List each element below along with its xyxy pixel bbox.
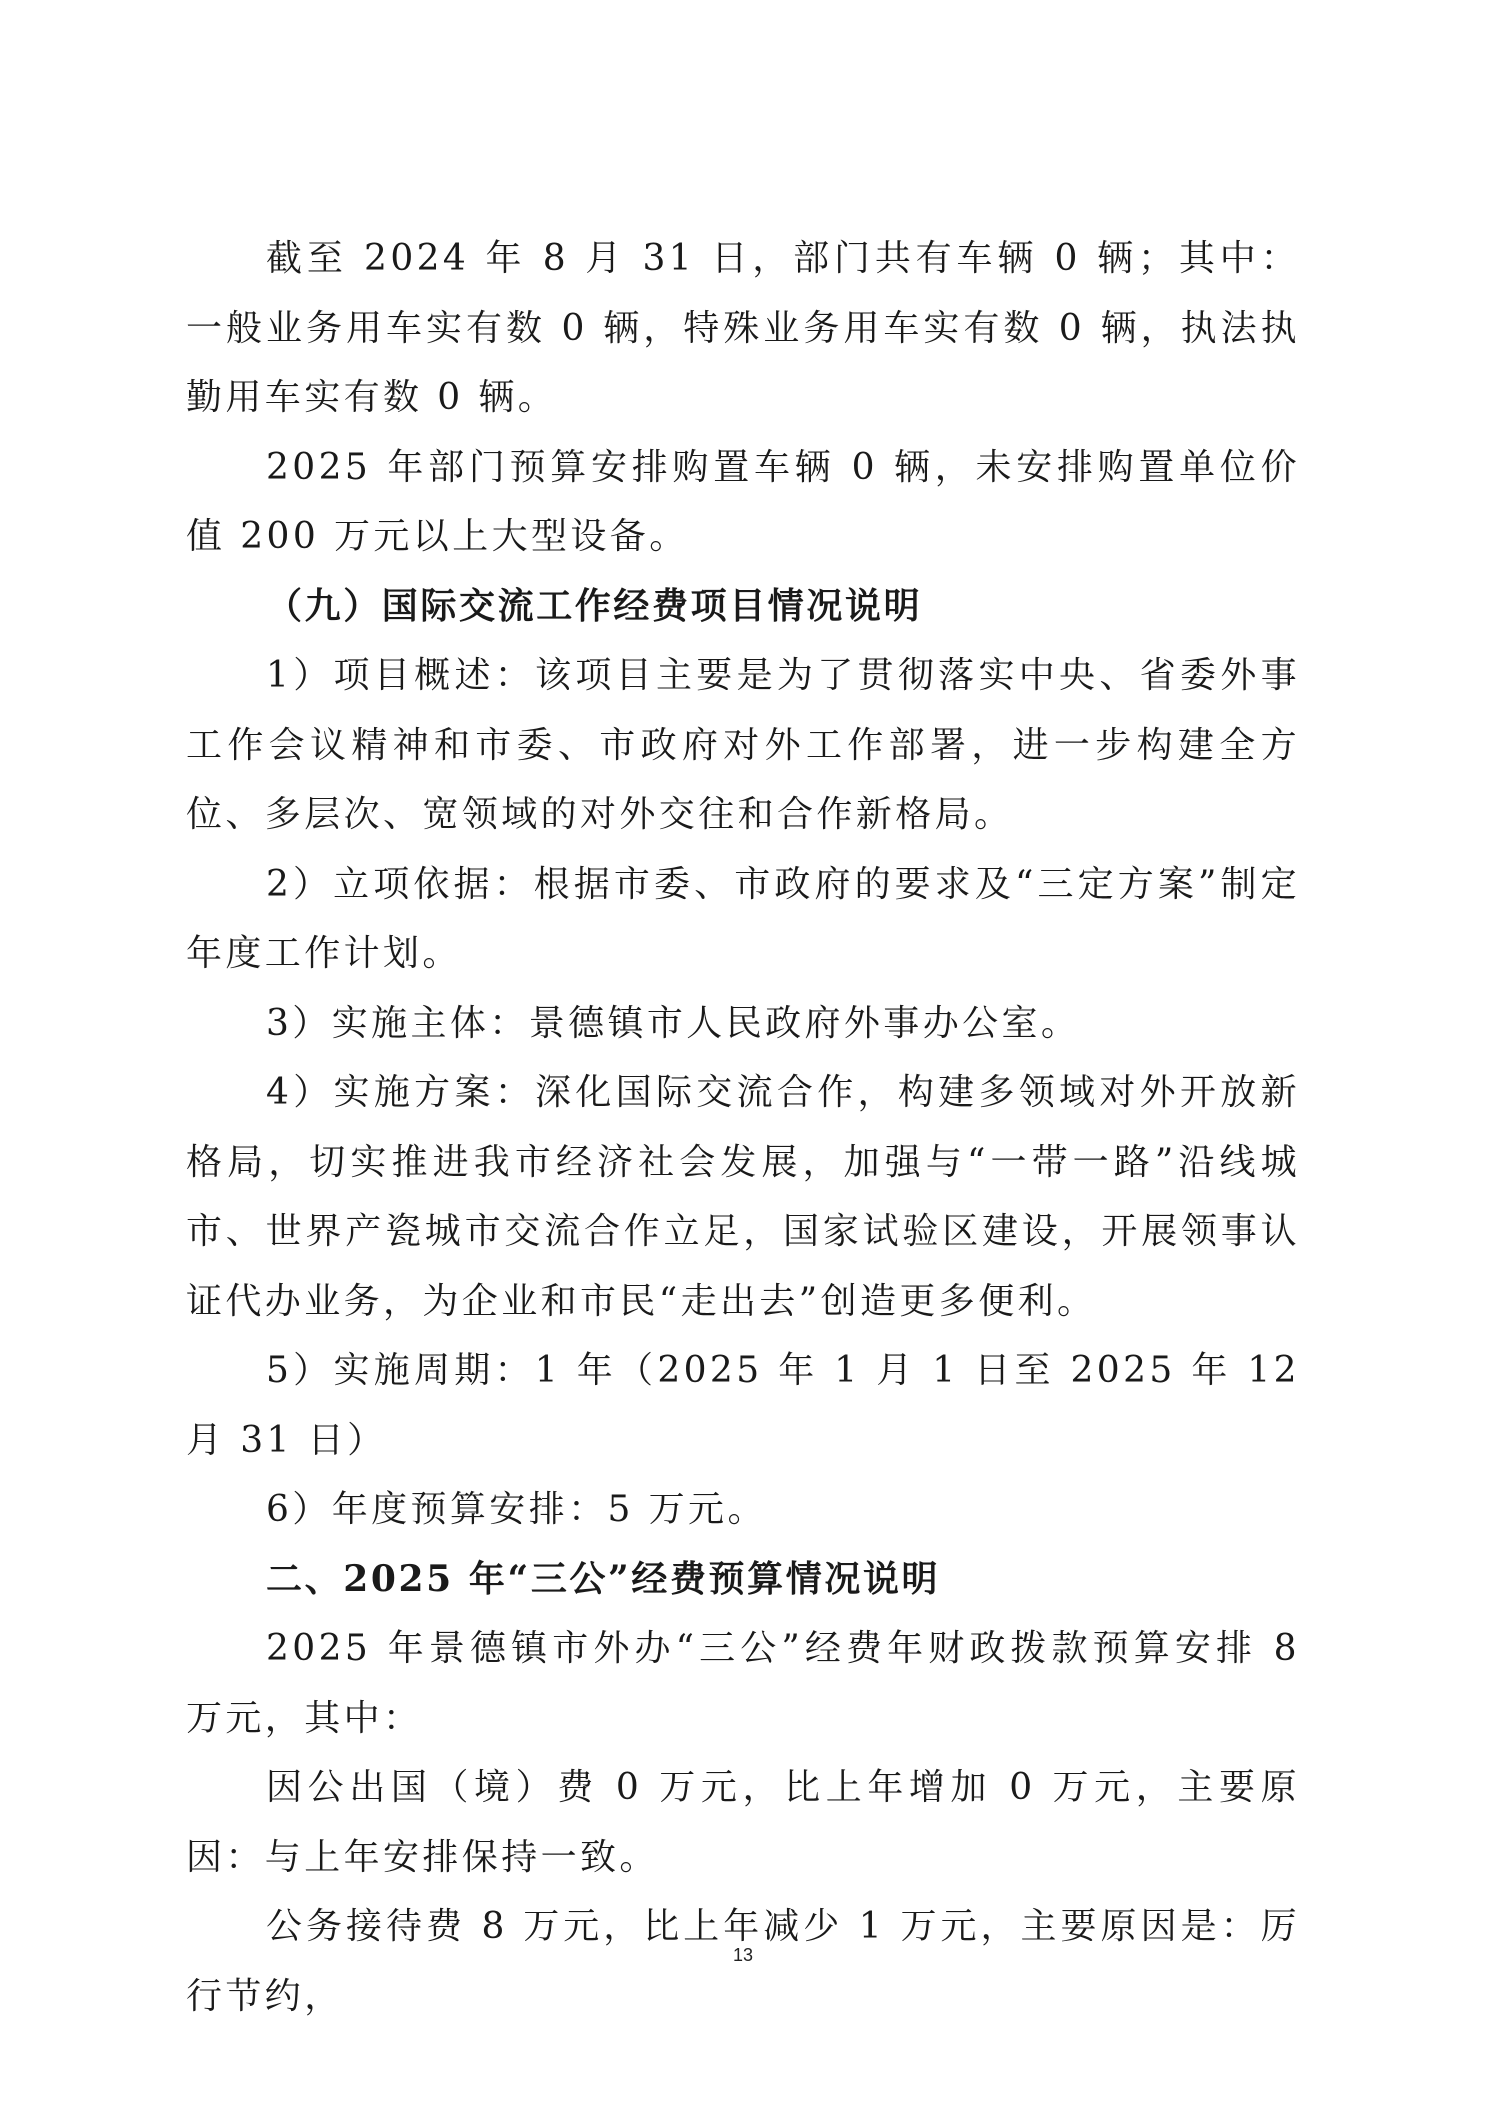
paragraph-project-basis: 2）立项依据：根据市委、市政府的要求及“三定方案”制定年度工作计划。: [186, 863, 1300, 974]
paragraph-three-public-total: 2025 年景德镇市外办“三公”经费年财政拨款预算安排 8 万元，其中：: [186, 1628, 1300, 1739]
document-body: [186, 224, 1300, 2031]
paragraph-implementing-body: 3）实施主体：景德镇市人民政府外事办公室。: [266, 1002, 1081, 1044]
paragraph-vehicle-budget: 2025 年部门预算安排购置车辆 0 辆，未安排购置单位价值 200 万元以上大型设备。: [186, 446, 1300, 557]
paragraph-implementation-period: 5）实施周期：1 年（2025 年 1 月 1 日至 2025 年 12 月 31 日）: [186, 1350, 1300, 1461]
paragraph-project-overview: 1）项目概述：该项目主要是为了贯彻落实中央、省委外事工作会议精神和市委、市政府对外工作部署，进一步构建全方位、多层次、宽领域的对外交往和合作新格局。: [186, 655, 1300, 835]
section-heading-international-exchange: （九）国际交流工作经费项目情况说明: [266, 584, 923, 627]
page-number: 13: [732, 1945, 754, 1965]
paragraph-annual-budget: 6）年度预算安排：5 万元。: [266, 1489, 767, 1530]
paragraph-overseas-travel: 因公出国（境）费 0 万元，比上年增加 0 万元，主要原因：与上年安排保持一致。: [186, 1767, 1300, 1878]
paragraph-official-reception: 公务接待费 8 万元，比上年减少 1 万元，主要原因是：厉行节约，: [186, 1906, 1300, 2017]
paragraph-vehicles: 截至 2024 年 8 月 31 日，部门共有车辆 0 辆；其中：一般业务用车实有数 0 辆，特殊业务用车实有数 0 辆，执法执勤用车实有数 0 辆。: [186, 238, 1300, 418]
paragraph-implementation-plan: 4）实施方案：深化国际交流合作，构建多领域对外开放新格局，切实推进我市经济社会发展，加强与“一带一路”沿线城市、世界产瓷城市交流合作立足，国家试验区建设，开展领事认证代办业务，为企业和市民“走出去”创造更多便利。: [186, 1072, 1300, 1322]
section-heading-three-public-expenses: 二、2025 年“三公”经费预算情况说明: [266, 1557, 941, 1600]
